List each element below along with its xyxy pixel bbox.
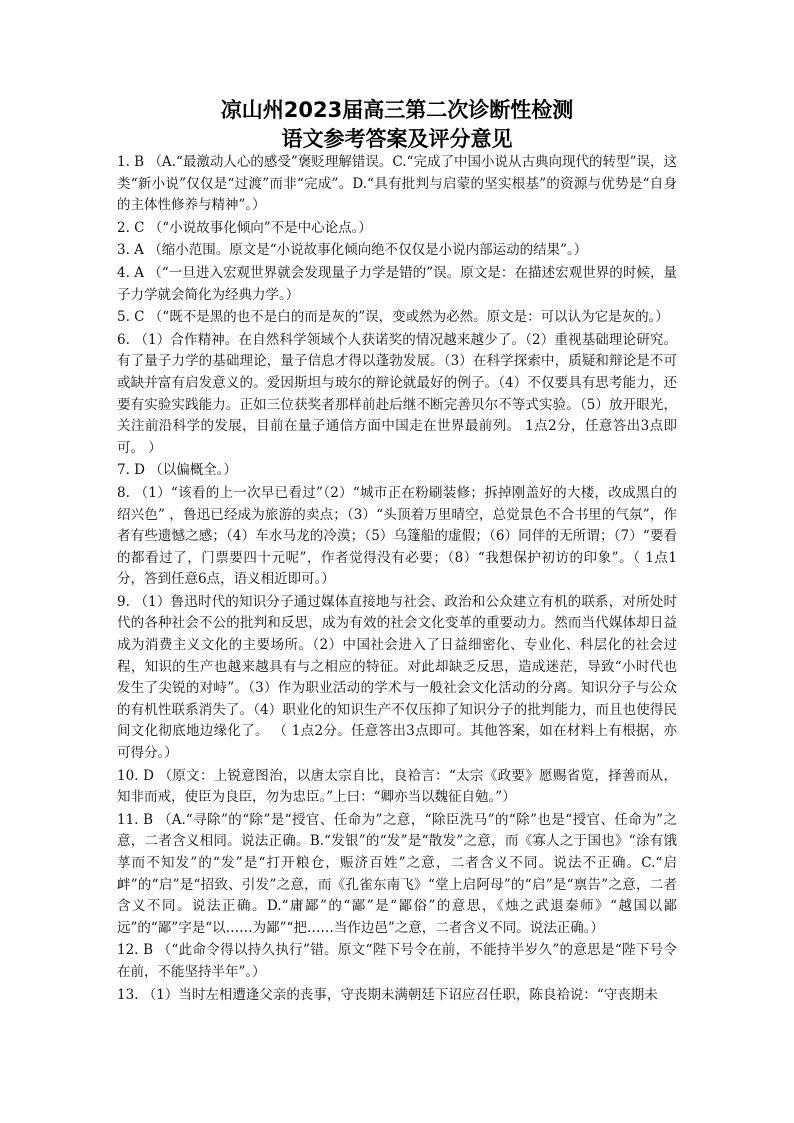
page-title: 凉山州2023届高三第二次诊断性检测 [220,98,574,122]
answer-item-12: 12. B （“此命令得以持久执行”错。原文“陛下号令在前，不能持半岁久”的意思是“陛下号令在前，不能坚持半年”。） [117,942,677,980]
answer-item-8: 8. （1）“该看的上一次早已看过”（2）“城市正在粉刷装修；拆掉刚盖好的大楼，改成黑白的绍兴色” ，鲁迅已经成为旅游的卖点；（3）“头顶着万里晴空，总觉景色不合书里的气氛”，作者有些遗憾之感；（4）车水马龙的冷漠；（5）乌篷船的虚假；（6）同伴的无所谓；（7）“要看的都看过了，门票要四十元呢”，作者觉得没有必要；（8）“我想保护初访的印象”。（ 1点1分，答到任意6点，语义相近即可。） [117,484,677,588]
answer-item-1: 1. B （A.“最激动人心的感受”褒贬理解错误。C.“完成了中国小说从古典向现代的转型”误，这类“新小说”仅仅是“过渡”而非“完成”。D.“具有批判与启蒙的坚实根基”的资源与优势是“自身的主体性修养与精神”。） [117,154,677,214]
answer-item-4: 4. A （“一旦进入宏观世界就会发现量子力学是错的”误。原文是：在描述宏观世界的时候，量子力学就会简化为经典力学。） [117,264,677,303]
answer-item-7: 7. D （以偏概全。） [117,462,238,479]
answer-item-3: 3. A （缩小范围。原文是“小说故事化倾向绝不仅仅是小说内部运动的结果”。） [117,242,588,259]
answer-item-5: 5. C （“既不是黑的也不是白的而是灰的”误，变或然为必然。原文是：可以认为它是灰的。） [117,309,669,326]
answer-list [117,152,677,1007]
answer-item-11: 11. B （A.“寻除”的“除”是“授官、任命为”之意，“除臣洗马”的“除”也是“授官、任命为”之意，二者含义相同。说法正确。B.“发银”的“发”是“散发”之意，而《寡人之于国也》“涂有饿莩而不知发”的“发”是“打开粮仓，赈济百姓”之意，二者含义不同。说法不正确。C.“启衅”的“启”是“招致、引发”之意，而《孔雀东南飞》“堂上启阿母”的“启”是“禀告”之意，二者含义不同。说法正确。D.“庸鄙”的“鄙”是“鄙俗”的意思，《烛之武退秦师》“越国以鄙远”的“鄙”字是“以……为鄙”“把……当作边邑”之意，二者含义不同。说法正确。） [117,811,677,936]
answer-item-13: 13. （1）当时左相遭逢父亲的丧事，守丧期未满朝廷下诏应召任职，陈良袷说：“守丧期未 [117,986,658,1003]
answer-item-10: 10. D （原文：上锐意图治，以唐太宗自比，良袷言：“太宗《政要》愿赐省览，择善而从，知非而戒，使臣为良臣，勿为忠臣。”上曰：“卿亦当以魏征自勉。”） [117,767,677,806]
answer-item-9: 9. （1）鲁迅时代的知识分子通过媒体直接地与社会、政治和公众建立有机的联系，对所处时代的各种社会不公的批判和反思，成为有效的社会文化变革的重要动力。然而当代媒体却日益成为消费主义文化的主要场所。（2）中国社会进入了日益细密化、专业化、科层化的社会过程，知识的生产也越来越具有与之相应的特征。对此却缺乏反思，造成迷茫，导致“小时代也发生了尖锐的对峙”。（3）作为职业活动的学术与一般社会文化活动的分离。知识分子与公众的有机性联系消失了。（4）职业化的知识生产不仅压抑了知识分子的批判能力，而且也使得民间文化彻底地边缘化了。 （ 1点2分。任意答出3点即可。其他答案，如在材料上有根据，亦可得分。） [117,593,677,762]
title-block [0,96,794,154]
answer-item-2: 2. C （“小说故事化倾向”不是中心论点。） [117,219,372,236]
page-subtitle: 语文参考答案及评分意见 [281,127,513,151]
answer-item-6: 6. （1）合作精神。在自然科学领域个人获诺奖的情况越来越少了。（2）重视基础理论研究。有了量子力学的基础理论，量子信息才得以蓬勃发展。（3）在科学探索中，质疑和辩论是不可或缺并富有启发意义的。爱因斯坦与玻尔的辩论就最好的例子。（4）不仅要具有思考能力，还要有实验实践能力。正如三位获奖者那样前赴后继不断完善贝尔不等式实验。（5）放开眼光，关注前沿科学的发展，目前在量子通信方面中国走在世界最前列。 1点2分，任意答出3点即可。 ） [117,331,677,456]
